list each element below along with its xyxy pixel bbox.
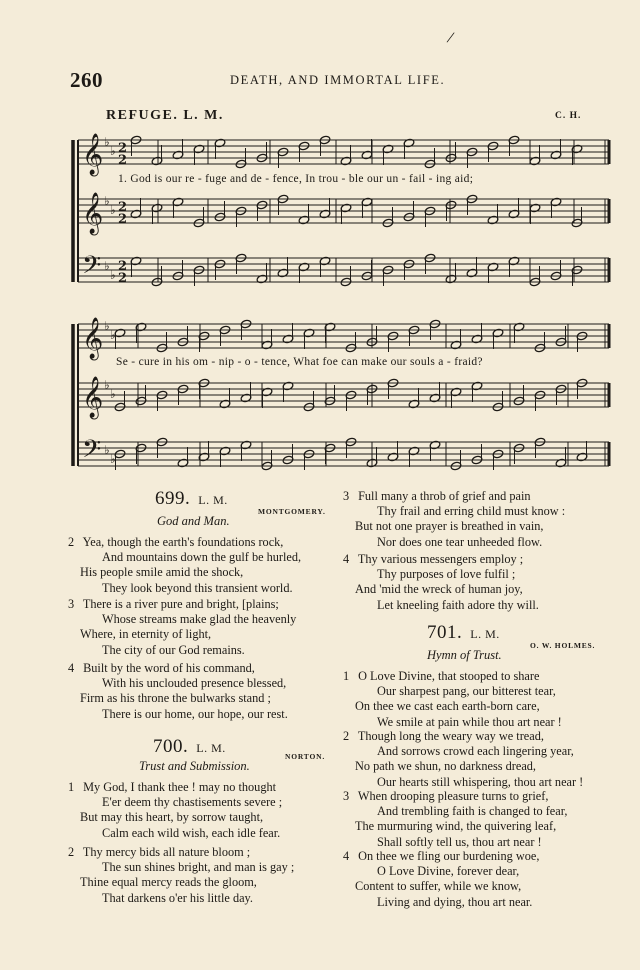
stanza-line: And sorrows crowd each lingering year, [377, 744, 574, 759]
margin-mark: / [445, 27, 456, 48]
stanza-line: 4 On thee we fling our burdening woe, [343, 849, 540, 863]
stanza [343, 849, 539, 910]
flat-icon: ♭ [104, 259, 110, 273]
stanza-line: 3 When drooping pleasure turns to grief, [343, 789, 549, 803]
stanza-line: Whose streams make glad the heavenly [102, 612, 297, 627]
page-number: 260 [70, 68, 103, 92]
stanza-line: But not one prayer is breathed in vain, [355, 519, 544, 534]
tune-lyrics-line-1: 1. God is our re - fuge and de - fence, In trou - ble our un - fail - ing aid; [118, 173, 474, 185]
stanza-number: 1 [68, 780, 75, 794]
flat-icon: ♭ [110, 203, 116, 217]
stanza-line: E'er deem thy chastisements severe ; [102, 795, 283, 810]
stanza-line: Thy purposes of love fulfil ; [377, 567, 516, 582]
stanza [68, 780, 282, 841]
stanza-line: Thine equal mercy reads the gloom, [80, 875, 257, 890]
hymn-number: 701. [427, 622, 463, 643]
flat-icon: ♭ [110, 452, 116, 466]
stanza-number: 1 [343, 669, 350, 683]
hymn-701-author: O. W. HOLMES. [530, 641, 596, 650]
stanza-line: Nor does one tear unheeded flow. [377, 534, 543, 549]
stanza-line: Let kneeling faith adore thy will. [377, 597, 539, 612]
time-signature-bottom: 2 [118, 212, 128, 227]
stanza-line: The sun shines bright, and man is gay ; [102, 860, 295, 875]
stanza-line: Calm each wild wish, each idle fear. [102, 825, 281, 840]
stanza-line: And trembling faith is changed to fear, [377, 804, 568, 819]
stanza-line: Where, in eternity of light, [80, 627, 212, 642]
stanza-line: On thee we cast each earth-born care, [355, 699, 540, 714]
stanza-number: 3 [343, 789, 350, 803]
stanza-line: The city of our God remains. [102, 642, 245, 657]
stanza-number: 4 [343, 849, 350, 863]
flat-icon: ♭ [104, 443, 110, 457]
stanza-line: And 'mid the wreck of human joy, [355, 582, 523, 597]
flat-icon: ♭ [104, 135, 110, 149]
flat-icon: ♭ [110, 387, 116, 401]
hymn-699-author: MONTGOMERY. [258, 507, 326, 516]
time-signature-top: 2 [118, 200, 128, 215]
stanza-line: His people smile amid the shock, [80, 565, 244, 580]
bass-clef-icon: 𝄢 [82, 251, 102, 286]
hymn-meter: L. M. [196, 741, 226, 755]
stanza [68, 661, 288, 722]
stanza [68, 535, 301, 596]
stanza [68, 845, 294, 906]
stanza-number: 3 [68, 597, 75, 611]
stanza-line: 4 Built by the word of his command, [68, 661, 255, 675]
stanza-line: 2 Though long the weary way we tread, [343, 729, 544, 743]
flat-icon: ♭ [110, 144, 116, 158]
hymn-699-subtitle: God and Man. [157, 514, 230, 528]
stanza-line: Living and dying, thou art near. [377, 894, 533, 909]
stanza-number: 2 [68, 535, 75, 549]
treble-clef-icon: 𝄞 [82, 318, 104, 359]
bass-clef-icon: 𝄢 [82, 435, 102, 470]
tune-title: REFUGE. L. M. [106, 108, 224, 123]
hymn-number: 700. [153, 736, 189, 757]
stanza-number: 3 [343, 489, 350, 503]
stanza [343, 729, 583, 790]
stanza [343, 552, 539, 613]
stanza-line: 1 My God, I thank thee ! may no thought [68, 780, 277, 794]
stanza-line: 4 Thy various messengers employ ; [343, 552, 524, 566]
stanza-number: 2 [343, 729, 350, 743]
flat-icon: ♭ [104, 378, 110, 392]
stanza-line: O Love Divine, forever dear, [377, 864, 520, 879]
stanza-line: Our sharpest pang, our bitterest tear, [377, 684, 556, 699]
stanza [343, 669, 562, 730]
time-signature-bottom: 2 [118, 153, 128, 168]
treble-clef-icon: 𝄞 [82, 377, 104, 418]
hymn-699-header [155, 488, 228, 510]
stanza-line: Shall softly tell us, thou art near ! [377, 834, 542, 849]
stanza-line: Thy frail and erring child must know : [377, 504, 566, 519]
treble-clef-icon: 𝄞 [82, 193, 104, 234]
stanza-line: But may this heart, by sorrow taught, [80, 810, 264, 825]
stanza-line: 3 Full many a throb of grief and pain [343, 489, 531, 503]
time-signature-top: 2 [118, 259, 128, 274]
stanza [343, 789, 567, 850]
flat-icon: ♭ [104, 194, 110, 208]
stanza-line: There is our home, our hope, our rest. [102, 706, 288, 721]
hymn-700-author: NORTON. [285, 752, 325, 761]
time-signature-bottom: 2 [118, 271, 128, 286]
running-head: DEATH, AND IMMORTAL LIFE. [230, 73, 446, 87]
hymn-meter: L. M. [470, 627, 500, 641]
stanza-line: 2 Thy mercy bids all nature bloom ; [68, 845, 251, 859]
stanza-number: 4 [68, 661, 75, 675]
stanza-line: And mountains down the gulf be hurled, [102, 550, 302, 565]
stanza-line: With his unclouded presence blessed, [102, 676, 287, 691]
hymn-700-header [153, 736, 226, 758]
stanza-line: No path we shun, no darkness dread, [355, 759, 536, 774]
stanza-line: The murmuring wind, the quivering leaf, [355, 819, 557, 834]
flat-icon: ♭ [104, 319, 110, 333]
stanza-line: Our hearts still whispering, thou art near ! [377, 774, 584, 789]
stanza-line: They look beyond this transient world. [102, 580, 293, 595]
stanza [343, 489, 565, 550]
hymn-number: 699. [155, 488, 191, 509]
tune-lyrics-line-2: Se - cure in his om - nip - o - tence, What foe can make our souls a - fraid? [116, 356, 483, 368]
stanza-line: That darkens o'er his little day. [102, 890, 253, 905]
stanza-number: 4 [343, 552, 350, 566]
stanza-line: Firm as his throne the bulwarks stand ; [80, 691, 271, 706]
hymn-700-subtitle: Trust and Submission. [139, 759, 250, 773]
tune-composer: C. H. [555, 111, 582, 121]
time-signature-top: 2 [118, 141, 128, 156]
treble-clef-icon: 𝄞 [82, 134, 104, 175]
stanza-number: 2 [68, 845, 75, 859]
music-score [0, 0, 640, 480]
stanza-line: 2 Yea, though the earth's foundations rock, [68, 535, 284, 549]
hymn-701-subtitle: Hymn of Trust. [427, 648, 502, 662]
stanza-line: Content to suffer, while we know, [355, 879, 522, 894]
stanza-line: 1 O Love Divine, that stooped to share [343, 669, 540, 683]
flat-icon: ♭ [110, 268, 116, 282]
flat-icon: ♭ [110, 328, 116, 342]
hymn-meter: L. M. [198, 493, 228, 507]
hymn-701-header [427, 622, 500, 644]
stanza-line: 3 There is a river pure and bright, [plains; [68, 597, 279, 611]
stanza-line: We smile at pain while thou art near ! [377, 714, 562, 729]
stanza [68, 597, 296, 658]
